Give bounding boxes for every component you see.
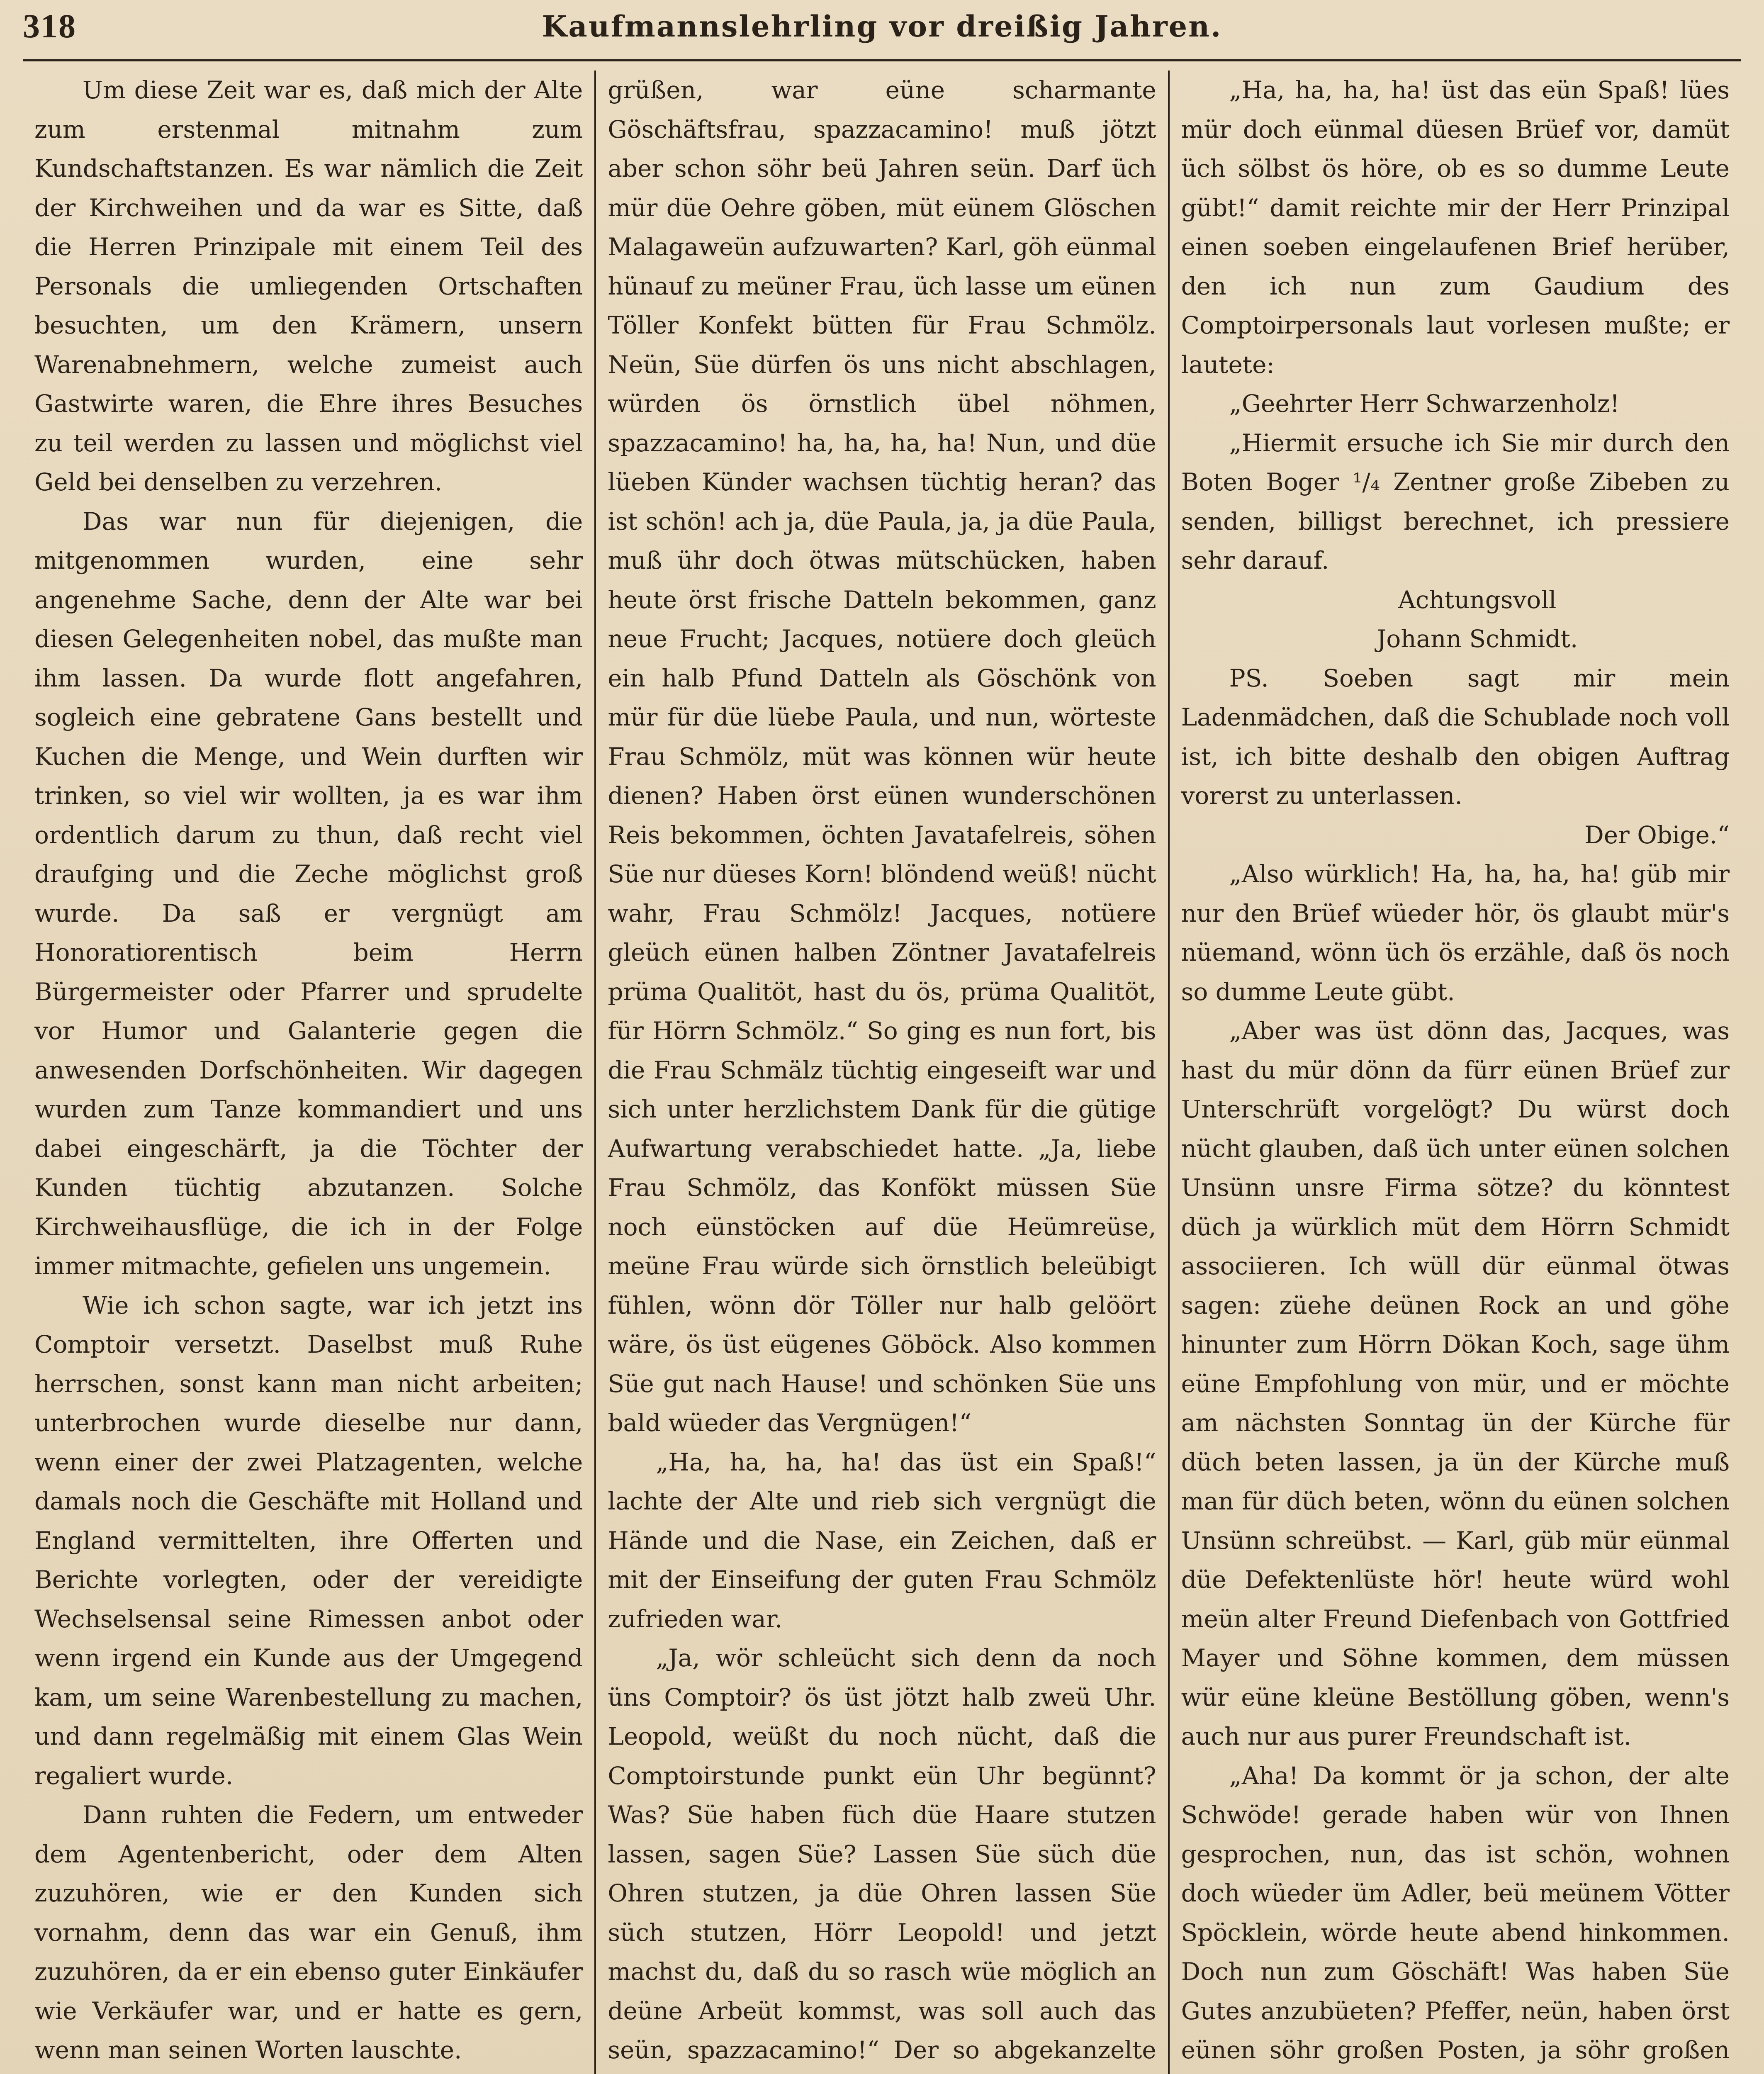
column-1 bbox=[23, 71, 594, 2074]
page-header bbox=[23, 3, 1741, 49]
postscript-signature: Der Obige.“ bbox=[1584, 820, 1730, 849]
paragraph: „Aha! Da kommt ör ja schon, der alte Schwöde! gerade haben wür von Ihnen gesprochen, nun, das ist schön, wohnen doch wüeder üm Adler, beü meünem Vötter Spöcklein, wörde heute abend hinkommen. Doch nun zum Göschäft! Was haben Süe Gutes anzubüeten? Pfeffer, neün, haben örst eünen söhr großen Posten, ja söhr großen bbox=[1181, 1761, 1730, 2064]
column-3 bbox=[1170, 71, 1741, 2074]
paragraph: Dann ruhten die Federn, um entweder dem Agentenbericht, oder dem Alten zuzuhören, wie er den Kunden sich vornahm, denn das war ein Genuß, ihm zuzuhören, da er ein ebenso guter Einkäufer wie Verkäufer war, und er hatte es gern, wenn man seinen Worten lauschte. bbox=[34, 1801, 583, 2064]
header-rule bbox=[23, 59, 1741, 61]
letter-signature: Johann Schmidt. bbox=[1377, 625, 1578, 653]
column-2 bbox=[594, 71, 1169, 2074]
letter-salutation: „Geehrter Herr Schwarzenholz! bbox=[1229, 389, 1620, 418]
paragraph: Wie ich schon sagte, war ich jetzt ins Comptoir versetzt. Daselbst muß Ruhe herrschen, sonst kann man nicht arbeiten; unterbrochen wurde dieselbe nur dann, wenn einer der zwei Platzagenten, welche damals noch die Geschäfte mit Holland und England vermittelten, ihre Offerten und Berichte vorlegten, oder der vereidigte Wechselsensal seine Rimessen anbot oder wenn irgend ein Kunde aus der Umgegend kam, um seine Warenbestellung zu machen, und dann regelmäßig mit einem Glas Wein regaliert wurde. bbox=[34, 1291, 583, 1790]
paragraph: Das war nun für diejenigen, die mitgenommen wurden, eine sehr angenehme Sache, denn der Alte war bei diesen Gelegenheiten nobel, das mußte man ihm lassen. Da wurde flott angefahren, sogleich eine gebratene Gans bestellt und Kuchen die Menge, und Wein durften wir trinken, so viel wir wollten, ja es war ihm ordentlich darum zu thun, daß recht viel draufging und die Zeche möglichst groß wurde. Da saß er vergnügt am Honoratiorentisch beim Herrn Bürgermeister oder Pfarrer und sprudelte vor Humor und Galanterie gegen die anwesenden Dorfschönheiten. Wir dagegen wurden zum Tanze kommandiert und uns dabei eingeschärft, ja die Töchter der Kunden tüchtig abzutanzen. Solche Kirchweihausflüge, die ich in der Folge immer mitmachte, gefielen uns ungemein. bbox=[34, 507, 583, 1280]
paragraph: „Ja, wör schleücht sich denn da noch üns Comptoir? ös üst jötzt halb zweü Uhr. Leopold, weüßt du noch nücht, daß die Comptoirstunde punkt eün Uhr begünnt? Was? Süe haben füch düe Haare stutzen lassen, sagen Süe? Lassen Süe süch düe Ohren stutzen, ja düe Ohren lassen Süe süch stutzen, Hörr Leopold! und jetzt machst du, daß du so rasch wüe möglich an deüne Arbeüt kommst, was soll auch das seün, spazzacamino!“ Der so abgekanzelte bbox=[608, 1644, 1156, 2064]
paragraph: Um diese Zeit war es, daß mich der Alte zum erstenmal mitnahm zum Kundschaftstanzen. Es war nämlich die Zeit der Kirchweihen und da war es Sitte, daß die Herren Prinzipale mit einem Teil des Personals die umliegenden Ortschaften besuchten, um den Krämern, unsern Warenabnehmern, welche zumeist auch Gastwirte waren, die Ehre ihres Besuches zu teil werden zu lassen und möglichst viel Geld bei denselben zu verzehren. bbox=[34, 76, 583, 496]
paragraph bbox=[34, 2070, 583, 2074]
letter-closing: Achtungsvoll bbox=[1398, 585, 1557, 614]
letter-postscript: PS. Soeben sagt mir mein Ladenmädchen, daß die Schublade noch voll ist, ich bitte deshalb den obigen Auftrag vorerst zu unterlassen. bbox=[1181, 664, 1730, 810]
paragraph: „Ha, ha, ha, ha! üst das eün Spaß! lües mür doch eünmal düesen Brüef vor, damüt üch sölbst ös höre, ob es so dumme Leute gübt!“ damit reichte mir der Herr Prinzipal einen soeben eingelaufenen Brief herüber, den ich nun zum Gaudium des Comptoirpersonals laut vorlesen mußte; er lautete: bbox=[1181, 76, 1730, 379]
letter-body: „Hiermit ersuche ich Sie mir durch den Boten Boger ¹/₄ Zentner große Zibeben zu senden, billigst berechnet, ich pressiere sehr darauf. bbox=[1181, 428, 1730, 574]
text-columns bbox=[23, 71, 1741, 2074]
paragraph: grüßen, war eüne scharmante Göschäftsfrau, spazzacamino! muß jötzt aber schon söhr beü Jahren seün. Darf üch mür düe Oehre göben, müt eünem Glöschen Malagaweün aufzuwarten? Karl, göh eünmal hünauf zu meüner Frau, üch lasse um eünen Töller Konfekt bütten für Frau Schmölz. Neün, Süe dürfen ös uns nicht abschlagen, würden ös örnstlich übel nöhmen, spazzacamino! ha, ha, ha, ha! Nun, und düe lüeben Künder wachsen tüchtig heran? das ist schön! ach ja, düe Paula, ja, ja düe Paula, muß ühr doch ötwas mütschücken, haben heute örst frische Datteln bekommen, ganz neue Frucht; Jacques, notüere doch gleüch ein halb Pfund Datteln als Göschönk von mür für düe lüebe Paula, und nun, wörteste Frau Schmölz, müt was können wür heute dienen? Haben örst eünen wunderschönen Reis bekommen, öchten Javatafelreis, söhen Süe nur düeses Korn! blöndend weüß! nücht wahr, Frau Schmölz! Jacques, notüere gleüch eünen halben Zöntner Javatafelreis prüma Qualitöt, hast du ös, prüma Qualitöt, für Hörrn Schmölz.“ So ging es nun fort, bis die Frau Schmälz tüchtig eingeseift war und sich unter herzlichstem Dank für die gütige Aufwartung verabschiedet hatte. „Ja, liebe Frau Schmölz, das Konfökt müssen Süe noch eünstöcken auf düe Heümreüse, meüne Frau würde sich örnstlich beleübigt fühlen, wönn dör Töller nur halb gelöört wäre, ös üst eügenes Göböck. Also kommen Süe gut nach Hause! und schönken Süe uns bald wüeder das Vergnügen!“ bbox=[608, 76, 1156, 1437]
paragraph: „Aber was üst dönn das, Jacques, was hast du mür dönn da fürr eünen Brüef zur Unterschrüft vorgelögt? Du würst doch nücht glauben, daß üch unter eünen solchen Unsünn unsre Firma sötze? du könntest düch ja würklich müt dem Hörrn Schmidt associieren. Ich wüll dür eünmal ötwas sagen: züehe deünen Rock an und göhe hinunter zum Hörrn Dökan Koch, sage ühm eüne Empfohlung von mür, und er möchte am nächsten Sonntag ün der Kürche für düch beten lassen, ja ün der Kürche muß man für düch beten, wönn du eünen solchen Unsünn schreübst. — Karl, güb mür eünmal düe Defektenlüste hör! heute würd wohl meün alter Freund Diefenbach von Gottfried Mayer und Söhne kommen, dem müssen wür eüne kleüne Bestöllung göben, wenn's auch nur aus purer Freundschaft ist. bbox=[1181, 1017, 1730, 1750]
paragraph: „Ha, ha, ha, ha! das üst ein Spaß!“ lachte der Alte und rieb sich vergnügt die Hände und die Nase, ein Zeichen, daß er mit der Einseifung der guten Frau Schmölz zufrieden war. bbox=[608, 1448, 1156, 1633]
running-title: Kaufmannslehrling vor dreißig Jahren. bbox=[542, 9, 1222, 44]
paragraph: „Also würklich! Ha, ha, ha, ha! güb mir nur den Brüef wüeder hör, ös glaubt mür's nüemand, wönn üch ös erzähle, daß ös noch so dumme Leute gübt. bbox=[1181, 860, 1730, 1006]
page-number: 318 bbox=[23, 7, 76, 45]
